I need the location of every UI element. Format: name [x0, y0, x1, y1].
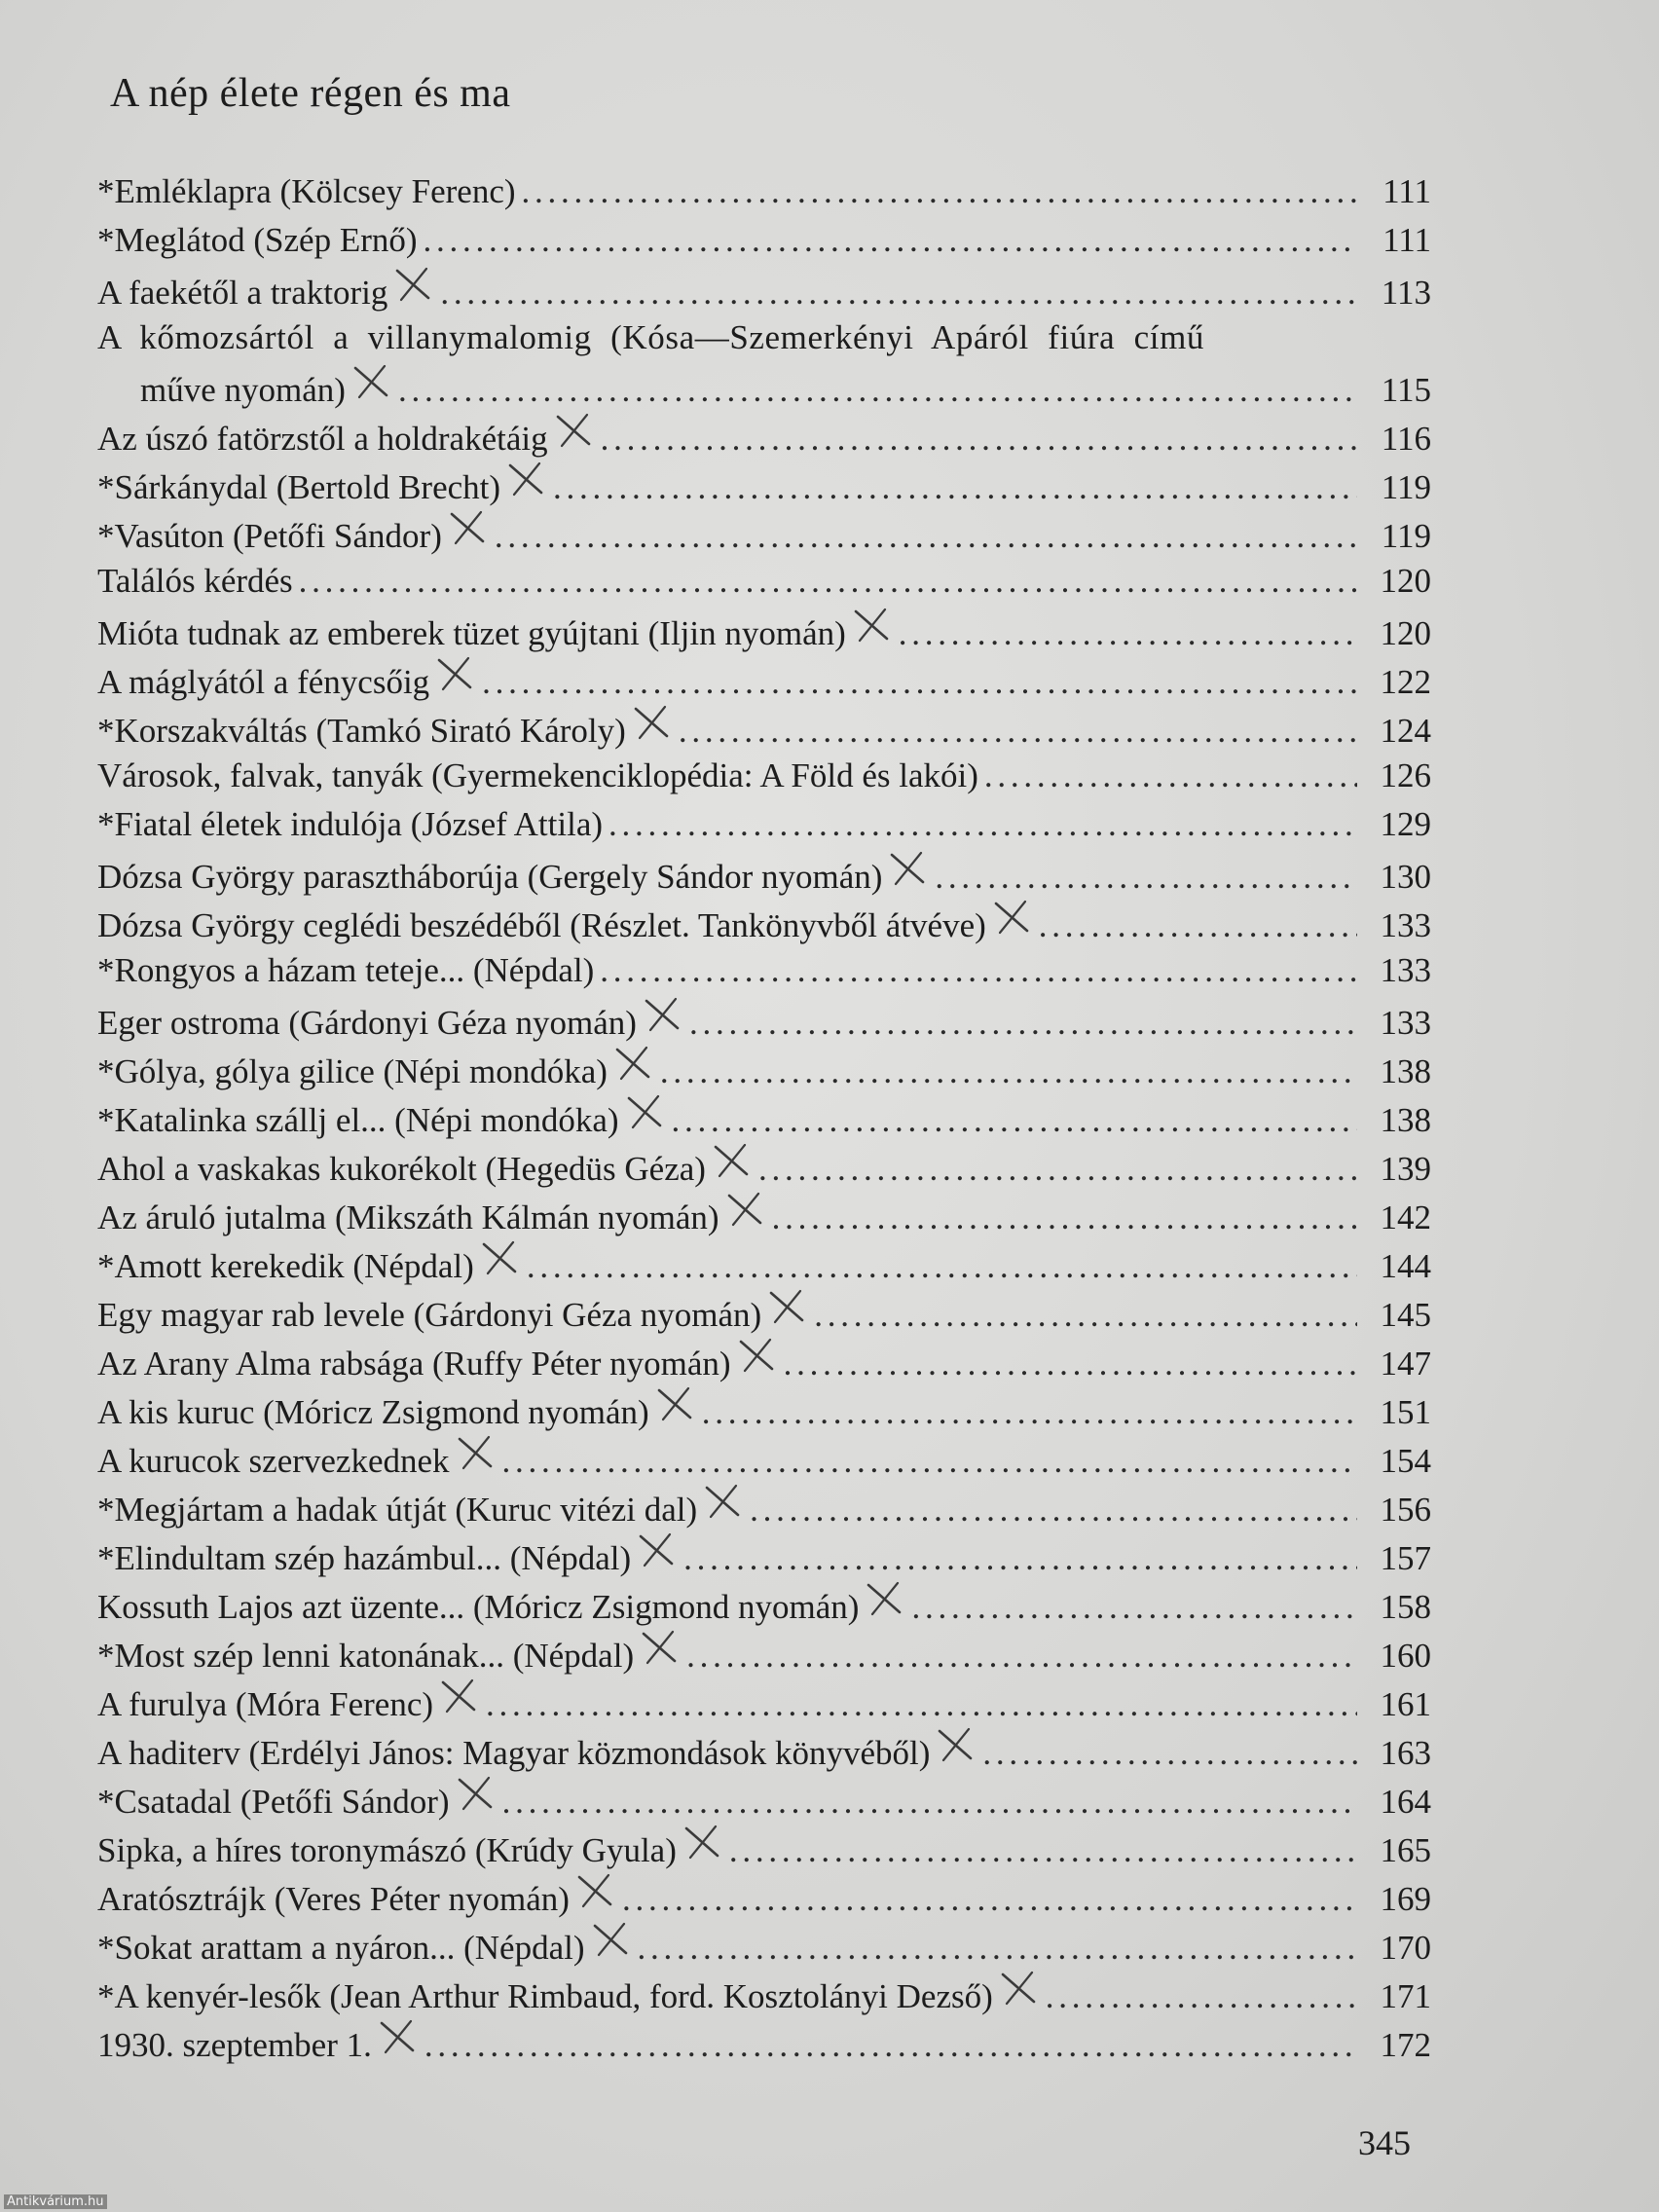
dot-leader [772, 1194, 1357, 1242]
dot-leader [982, 1729, 1357, 1778]
toc-entry [97, 898, 1431, 946]
entry-page-number: 130 [1380, 858, 1431, 896]
entry-page-number: 169 [1380, 1880, 1431, 1918]
entry-title: A kurucok szervezkednek [97, 1442, 450, 1480]
toc-entry [97, 1287, 1431, 1336]
pencil-x-mark-icon [437, 1677, 480, 1715]
entry-title: A máglyától a fénycsőig [97, 663, 430, 701]
entry-page-number: 144 [1380, 1247, 1431, 1285]
entry-title: *Emléklapra (Kölcsey Ferenc) [97, 172, 516, 210]
dot-leader [1039, 902, 1357, 950]
dot-leader [689, 999, 1357, 1048]
entry-page-number: 157 [1380, 1539, 1431, 1577]
entry-page-number: 161 [1380, 1685, 1431, 1723]
toc-entry [97, 313, 1431, 411]
dot-leader [622, 1875, 1357, 1924]
toc-entry [97, 1384, 1431, 1433]
watermark: Antikvárium.hu [4, 2194, 107, 2209]
entry-title: Az Arany Alma rabsága (Ruffy Péter nyomán) [97, 1345, 731, 1382]
entry-title: *Elindultam szép hazámbul... (Népdal) [97, 1539, 632, 1577]
dot-leader [1046, 1972, 1357, 2021]
dot-leader [672, 1096, 1357, 1145]
entry-page-number: 113 [1381, 274, 1431, 312]
toc-entry [97, 2017, 1431, 2066]
entry-title: Találós kérdés [97, 562, 293, 600]
pencil-x-mark-icon [886, 849, 929, 888]
entry-title: A faekétől a traktorig [97, 274, 388, 312]
toc-entry [97, 1190, 1431, 1238]
dot-leader [424, 2021, 1357, 2070]
dot-leader [911, 1583, 1357, 1632]
toc-entry [97, 1871, 1431, 1920]
toc-entry [97, 557, 1431, 606]
dot-leader [660, 1048, 1357, 1096]
toc-entry [97, 1044, 1431, 1092]
entry-title: Az áruló jutalma (Mikszáth Kálmán nyomán) [97, 1198, 719, 1236]
entry-page-number: 129 [1380, 805, 1431, 843]
pencil-x-mark-icon [863, 1579, 905, 1618]
toc-entry [97, 1482, 1431, 1530]
entry-title: *Megjártam a hadak útját (Kuruc vitézi dal) [97, 1491, 698, 1529]
dot-leader [522, 167, 1357, 216]
pencil-x-mark-icon [723, 1190, 766, 1229]
toc-entry [97, 1092, 1431, 1141]
entry-page-number: 171 [1380, 1977, 1431, 2015]
entry-title: *Rongyos a házam teteje... (Népdal) [97, 951, 595, 989]
entry-page-number: 158 [1380, 1588, 1431, 1626]
toc-entry [97, 654, 1431, 703]
entry-page-number: 115 [1381, 371, 1431, 409]
entry-page-number: 164 [1380, 1783, 1431, 1821]
entry-title: Egy magyar rab levele (Gárdonyi Géza nyomán) [97, 1296, 762, 1334]
dot-leader [608, 800, 1357, 849]
dot-leader [482, 658, 1357, 707]
entry-page-number: 156 [1380, 1491, 1431, 1529]
entry-page-number: 139 [1380, 1150, 1431, 1188]
dot-leader [502, 1437, 1357, 1486]
dot-leader [683, 1534, 1357, 1583]
toc-entry [97, 703, 1431, 752]
toc-entry [97, 216, 1431, 265]
pencil-x-mark-icon [504, 460, 547, 498]
entry-page-number: 116 [1381, 420, 1431, 458]
dot-leader [424, 216, 1357, 265]
dot-leader [984, 752, 1357, 800]
entry-page-number: 147 [1380, 1345, 1431, 1382]
entry-page-number: 133 [1380, 1004, 1431, 1042]
pencil-x-mark-icon [350, 362, 392, 401]
toc-entry [97, 752, 1431, 800]
entry-title: *Fiatal életek indulója (József Attila) [97, 805, 604, 843]
entry-page-number: 120 [1380, 562, 1431, 600]
entry-title: *Meglátod (Szép Ernő) [97, 221, 418, 259]
toc-entry [97, 265, 1431, 313]
dot-leader [601, 415, 1357, 463]
entry-page-number: 165 [1380, 1831, 1431, 1869]
entry-title: *Gólya, gólya gilice (Népi mondóka) [97, 1052, 608, 1090]
toc-entry [97, 1433, 1431, 1482]
pencil-x-mark-icon [454, 1774, 497, 1813]
entry-page-number: 138 [1380, 1101, 1431, 1139]
pencil-x-mark-icon [990, 898, 1033, 937]
entry-page-number: 138 [1380, 1052, 1431, 1090]
page-number: 345 [1358, 2123, 1411, 2162]
pencil-x-mark-icon [433, 654, 476, 693]
pencil-x-mark-icon [681, 1823, 723, 1862]
entry-page-number: 122 [1380, 663, 1431, 701]
entry-title: *Vasúton (Petőfi Sándor) [97, 517, 442, 555]
entry-page-number: 133 [1380, 951, 1431, 989]
toc-entry [97, 411, 1431, 460]
entry-page-number: 119 [1381, 517, 1431, 555]
pencil-x-mark-icon [641, 995, 683, 1034]
entry-title: Mióta tudnak az emberek tüzet gyújtani (Iljin nyomán) [97, 614, 846, 652]
section-title: A nép élete régen és ma [110, 71, 511, 116]
entry-page-number: 172 [1380, 2026, 1431, 2064]
pencil-x-mark-icon [623, 1092, 666, 1131]
entry-title: Sipka, a híres toronymászó (Krúdy Gyula) [97, 1831, 677, 1869]
toc-entry [97, 1725, 1431, 1774]
entry-page-number: 160 [1380, 1637, 1431, 1675]
toc-entry [97, 1530, 1431, 1579]
dot-leader [899, 609, 1357, 658]
pencil-x-mark-icon [934, 1725, 977, 1764]
toc-entry [97, 460, 1431, 508]
toc-entry [97, 1774, 1431, 1823]
entry-page-number: 119 [1381, 468, 1431, 506]
toc-entry [97, 1238, 1431, 1287]
entry-page-number: 111 [1382, 172, 1431, 210]
entry-title: A furulya (Móra Ferenc) [97, 1685, 434, 1723]
pencil-x-mark-icon [454, 1433, 497, 1472]
toc-entry [97, 508, 1431, 557]
entry-title: *Sárkánydal (Bertold Brecht) [97, 468, 501, 506]
dot-leader [527, 1242, 1357, 1291]
entry-title: *Sokat arattam a nyáron... (Népdal) [97, 1929, 585, 1967]
entry-title: *Korszakváltás (Tamkó Sirató Károly) [97, 712, 626, 750]
entry-title: Aratósztrájk (Veres Péter nyomán) [97, 1880, 570, 1918]
pencil-x-mark-icon [376, 2017, 419, 2056]
entry-title: A haditerv (Erdélyi János: Magyar közmondások könyvéből) [97, 1734, 931, 1772]
entry-page-number: 170 [1380, 1929, 1431, 1967]
toc-entry [97, 167, 1431, 216]
pencil-x-mark-icon [710, 1141, 753, 1180]
pencil-x-mark-icon [635, 1530, 678, 1569]
toc-entry [97, 946, 1431, 995]
entry-title: *Csatadal (Petőfi Sándor) [97, 1783, 450, 1821]
dot-leader [750, 1486, 1357, 1534]
dot-leader [679, 707, 1357, 756]
toc-entry [97, 1141, 1431, 1190]
entry-title: 1930. szeptember 1. [97, 2026, 372, 2064]
entry-title: Dózsa György ceglédi beszédéből (Részlet. Tankönyvből átvéve) [97, 906, 986, 944]
entry-page-number: 163 [1380, 1734, 1431, 1772]
toc-entry [97, 1920, 1431, 1969]
toc-entry [97, 606, 1431, 654]
entry-title: Városok, falvak, tanyák (Gyermekenciklopédia: A Föld és lakói) [97, 756, 978, 794]
pencil-x-mark-icon [765, 1287, 808, 1326]
toc-entry [97, 1336, 1431, 1384]
pencil-x-mark-icon [611, 1044, 654, 1083]
dot-leader [299, 557, 1357, 606]
entry-title: Eger ostroma (Gárdonyi Géza nyomán) [97, 1004, 637, 1042]
toc-entry [97, 1579, 1431, 1628]
entry-title: *Most szép lenni katonának... (Népdal) [97, 1637, 635, 1675]
pencil-x-mark-icon [701, 1482, 744, 1521]
pencil-x-mark-icon [478, 1238, 521, 1277]
entry-title: műve nyomán) [140, 371, 346, 409]
entry-page-number: 126 [1380, 756, 1431, 794]
entry-page-number: 124 [1380, 712, 1431, 750]
pencil-x-mark-icon [735, 1336, 778, 1375]
toc-entry [97, 849, 1431, 898]
entry-page-number: 154 [1380, 1442, 1431, 1480]
pencil-x-mark-icon [630, 703, 673, 742]
toc-entry [97, 1677, 1431, 1725]
entry-page-number: 142 [1380, 1198, 1431, 1236]
pencil-x-mark-icon [391, 265, 434, 304]
entry-title: *A kenyér-lesők (Jean Arthur Rimbaud, ford. Kosztolányi Dezső) [97, 1977, 993, 2015]
toc-entry [97, 800, 1431, 849]
entry-title: *Katalinka szállj el... (Népi mondóka) [97, 1101, 619, 1139]
dot-leader [638, 1924, 1357, 1972]
entry-title: Kossuth Lajos azt üzente... (Móricz Zsigmond nyomán) [97, 1588, 860, 1626]
toc-entry [97, 1823, 1431, 1871]
dot-leader [814, 1291, 1357, 1340]
pencil-x-mark-icon [850, 606, 893, 645]
entry-title: Dózsa György parasztháborúja (Gergely Sándor nyomán) [97, 858, 883, 896]
toc-entry [97, 1628, 1431, 1677]
entry-title: Ahol a vaskakas kukorékolt (Hegedüs Géza) [97, 1150, 706, 1188]
entry-title: *Amott kerekedik (Népdal) [97, 1247, 474, 1285]
entry-title: A kőmozsártól a villanymalomig (Kósa—Szemerkényi Apáról fiúra című [97, 318, 1204, 356]
dot-leader [486, 1680, 1357, 1729]
entry-title: A kis kuruc (Móricz Zsigmond nyomán) [97, 1393, 649, 1431]
dot-leader [686, 1632, 1357, 1680]
table-of-contents [97, 167, 1431, 2066]
dot-leader [553, 463, 1357, 512]
dot-leader [398, 366, 1357, 415]
entry-page-number: 151 [1380, 1393, 1431, 1431]
pencil-x-mark-icon [446, 508, 489, 547]
pencil-x-mark-icon [573, 1871, 616, 1910]
dot-leader [702, 1388, 1357, 1437]
dot-leader [502, 1778, 1357, 1826]
pencil-x-mark-icon [997, 1969, 1040, 2008]
pencil-x-mark-icon [552, 411, 595, 450]
entry-page-number: 120 [1380, 614, 1431, 652]
dot-leader [784, 1340, 1357, 1388]
toc-entry [97, 995, 1431, 1044]
dot-leader [600, 946, 1357, 995]
dot-leader [758, 1145, 1357, 1194]
entry-page-number: 111 [1382, 221, 1431, 259]
pencil-x-mark-icon [638, 1628, 681, 1667]
entry-title: Az úszó fatörzstől a holdrakétáig [97, 420, 548, 458]
dot-leader [729, 1826, 1357, 1875]
dot-leader [935, 853, 1357, 902]
pencil-x-mark-icon [653, 1384, 696, 1423]
toc-entry [97, 1969, 1431, 2017]
entry-page-number: 145 [1380, 1296, 1431, 1334]
entry-page-number: 133 [1380, 906, 1431, 944]
pencil-x-mark-icon [589, 1920, 632, 1959]
dot-leader [495, 512, 1357, 561]
dot-leader [440, 269, 1357, 317]
